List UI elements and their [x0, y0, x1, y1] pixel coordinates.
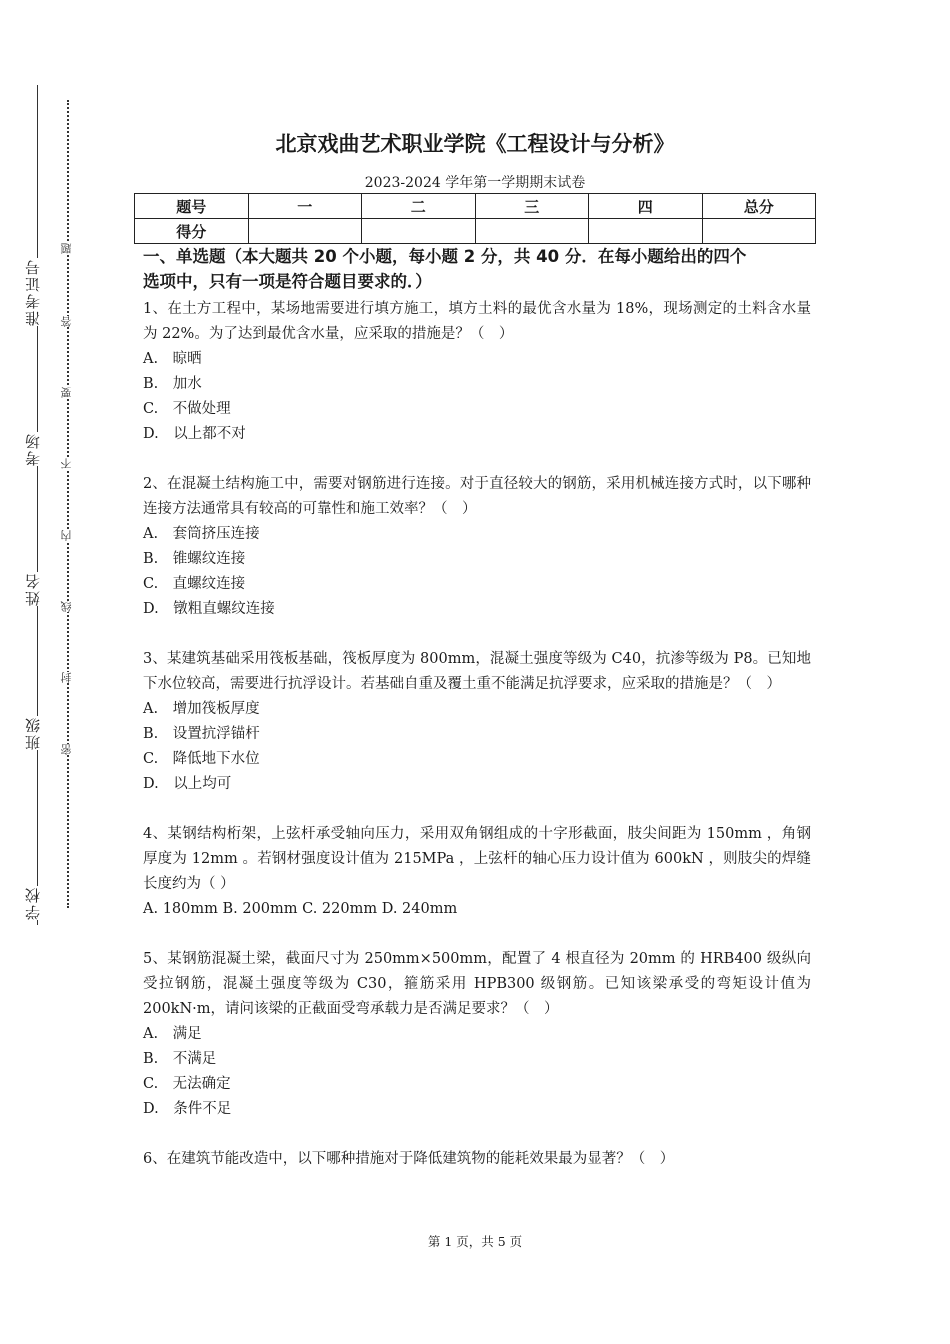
question-stem: 6、在建筑节能改造中，以下哪种措施对于降低建筑物的能耗效果最为显著？（ ） — [143, 1151, 675, 1167]
section-heading — [143, 244, 811, 294]
score-cell — [248, 219, 362, 244]
score-cell — [589, 219, 703, 244]
question-4 — [143, 822, 811, 922]
option-line: A. 180mm B. 200mm C. 220mm D. 240mm — [143, 901, 458, 917]
score-table-header-row — [135, 194, 816, 219]
page-subtitle: 2023-2024 学年第一学期期末试卷 — [364, 175, 586, 191]
seal-char: 要 — [60, 387, 73, 398]
page-title: 北京戏曲艺术职业学院《工程设计与分析》 — [275, 132, 675, 156]
score-header-cell: 四 — [589, 194, 703, 219]
exam-content — [143, 244, 811, 1172]
question-stem: 1、在土方工程中，某场地需要进行填方施工，填方土料的最优含水量为 18%，现场测定的土料含水量为 22%。为了达到最优含水量，应采取的措施是？（ ） — [143, 301, 811, 342]
question-stem: 5、某钢筋混凝土梁，截面尺寸为 250mm×500mm，配置了 4 根直径为 20mm 的 HRB400 级纵向受拉钢筋，混凝土强度等级为 C30，箍筋采用 HPB300 级钢筋。已知该梁承受的弯矩设计值为 200kN·m，请问该梁的正截面受弯承载力是否满足要求？（ ） — [143, 951, 811, 1017]
question-6 — [143, 1147, 811, 1172]
score-cell — [475, 219, 589, 244]
seal-char: 线 — [60, 601, 73, 612]
score-header-cell: 一 — [248, 194, 362, 219]
score-table — [134, 193, 816, 244]
seal-char: 题 — [60, 243, 73, 254]
option-a: A. 满足 — [143, 1026, 202, 1042]
seal-char: 封 — [60, 672, 73, 683]
name-label: 姓名 — [24, 572, 42, 606]
section-heading-line: 选项中，只有一项是符合题目要求的．） — [143, 272, 432, 291]
option-d: D. 以上都不对 — [143, 426, 246, 442]
option-b: B. 锥螺纹连接 — [143, 551, 246, 567]
option-c: C. 无法确定 — [143, 1076, 231, 1092]
question-stem: 4、某钢结构桁架，上弦杆承受轴向压力，采用双角钢组成的十字形截面，肢尖间距为 150mm ，角钢厚度为 12mm 。若钢材强度设计值为 215MPa ，上弦杆的轴心压力设计值为 600kN ，则肢尖的焊缝长度约为（ ） — [143, 826, 811, 892]
question-5 — [143, 947, 811, 1122]
school-label: 学校 — [24, 886, 42, 920]
option-d: D. 条件不足 — [143, 1101, 232, 1117]
score-header-cell: 题号 — [135, 194, 249, 219]
option-d: D. 镦粗直螺纹连接 — [143, 601, 275, 617]
score-table-score-row — [135, 219, 816, 244]
question-stem: 2、在混凝土结构施工中，需要对钢筋进行连接。对于直径较大的钢筋，采用机械连接方式时，以下哪种连接方法通常具有较高的可靠性和施工效率？（ ） — [143, 476, 811, 517]
option-b: B. 不满足 — [143, 1051, 217, 1067]
question-3 — [143, 647, 811, 797]
option-c: C. 不做处理 — [143, 401, 231, 417]
question-2 — [143, 472, 811, 622]
exam-room-label: 考场 — [24, 432, 42, 466]
option-b: B. 设置抗浮锚杆 — [143, 726, 260, 742]
score-header-cell: 二 — [362, 194, 476, 219]
option-a: A. 增加筏板厚度 — [143, 701, 260, 717]
score-header-cell: 三 — [475, 194, 589, 219]
class-label: 班级 — [24, 716, 42, 750]
option-a: A. 晾晒 — [143, 351, 202, 367]
question-1 — [143, 297, 811, 447]
page-footer: 第 1 页，共 5 页 — [427, 1234, 523, 1249]
binding-margin — [0, 0, 90, 1344]
score-row-label: 得分 — [135, 219, 249, 244]
seal-char: 内 — [60, 530, 73, 541]
option-d: D. 以上均可 — [143, 776, 232, 792]
seal-char: 密 — [60, 744, 73, 755]
binding-dotted-line — [67, 100, 69, 908]
seal-char: 答 — [60, 316, 73, 327]
binding-solid-line — [37, 85, 38, 925]
seal-char: 不 — [60, 458, 73, 469]
score-header-cell: 总分 — [702, 194, 816, 219]
section-heading-line: 一、单选题（本大题共 20 个小题，每小题 2 分，共 40 分．在每小题给出的四个 — [143, 247, 747, 266]
option-a: A. 套筒挤压连接 — [143, 526, 260, 542]
exam-id-label: 准考证号 — [24, 258, 42, 326]
question-stem: 3、某建筑基础采用筏板基础，筏板厚度为 800mm，混凝土强度等级为 C40，抗渗等级为 P8。已知地下水位较高，需要进行抗浮设计。若基础自重及覆土重不能满足抗浮要求，应采取的措施是？（ ） — [143, 651, 811, 692]
option-c: C. 直螺纹连接 — [143, 576, 246, 592]
score-cell — [702, 219, 816, 244]
option-b: B. 加水 — [143, 376, 202, 392]
option-c: C. 降低地下水位 — [143, 751, 260, 767]
score-cell — [362, 219, 476, 244]
